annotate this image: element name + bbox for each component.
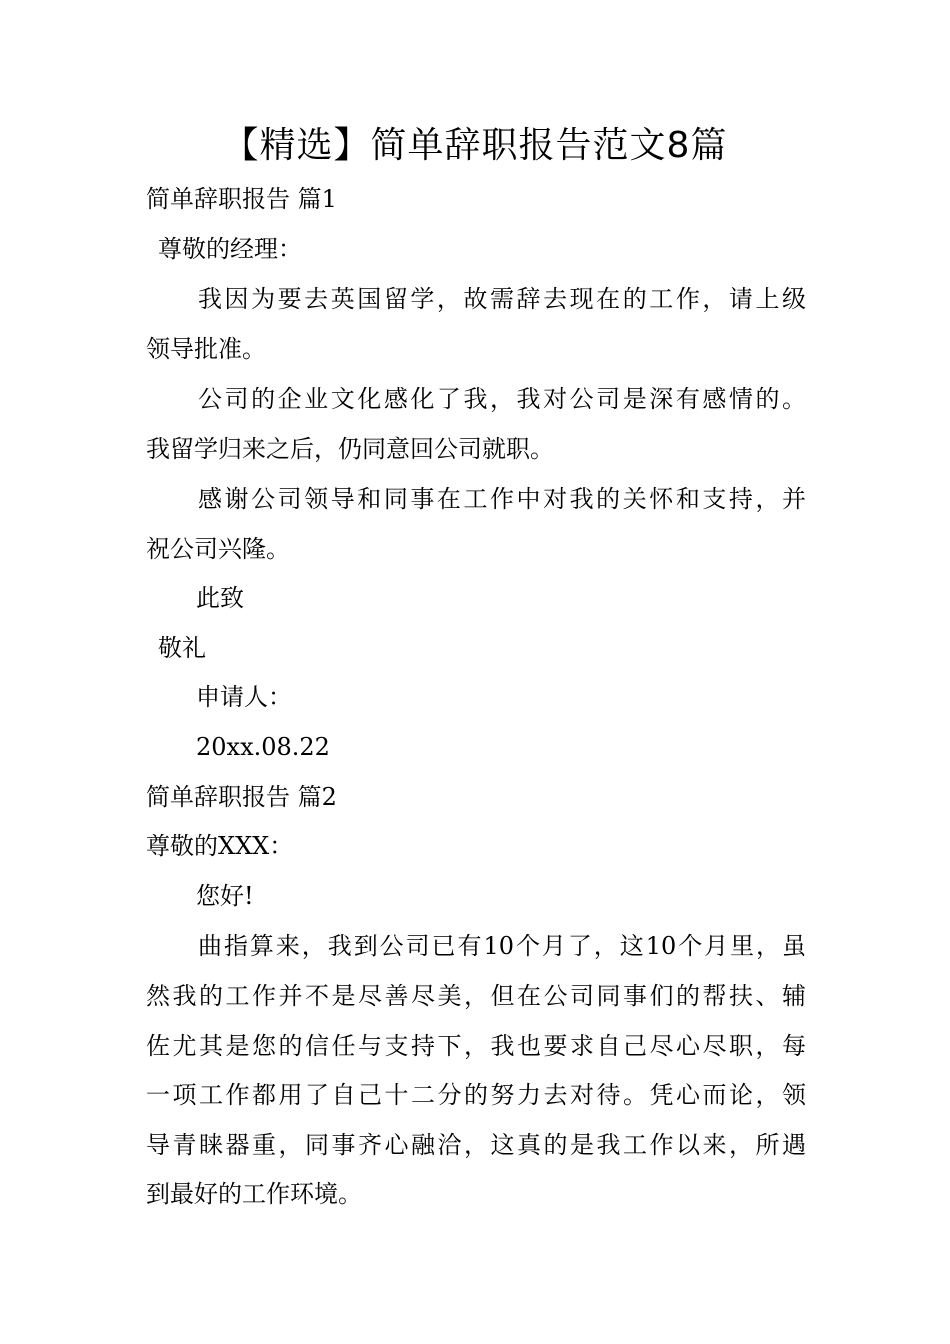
section-2-paragraph-1-line-4: 一项工作都用了自己十二分的努力去对待。凭心而论，领: [146, 1081, 806, 1109]
section-1-paragraph-1-line-2: 领导批准。: [146, 335, 266, 363]
section-2-paragraph-1-line-6: 到最好的工作环境。: [146, 1180, 362, 1208]
section-1-closing-1: 此致: [196, 584, 244, 612]
document-title: 【精选】简单辞职报告范文8篇: [222, 125, 728, 166]
section-2-paragraph-1-line-5: 导青睐器重，同事齐心融洽，这真的是我工作以来，所遇: [146, 1131, 806, 1159]
section-2-greeting: 您好!: [196, 882, 254, 910]
section-2-salutation: 尊敬的XXX：: [146, 832, 294, 860]
section-2-heading: 简单辞职报告 篇2: [146, 783, 337, 811]
section-2-paragraph-1-line-3: 佐尤其是您的信任与支持下，我也要求自己尽心尽职，每: [146, 1032, 806, 1060]
section-1-paragraph-3-line-2: 祝公司兴隆。: [146, 535, 290, 563]
section-1-paragraph-3-line-1: 感谢公司领导和同事在工作中对我的关怀和支持，并: [198, 485, 806, 513]
section-1-closing-2: 敬礼: [158, 634, 206, 662]
section-1-applicant: 申请人：: [196, 683, 292, 711]
section-2-paragraph-1-line-2: 然我的工作并不是尽善尽美，但在公司同事们的帮扶、辅: [146, 982, 806, 1010]
section-1-paragraph-2-line-2: 我留学归来之后，仍同意回公司就职。: [146, 435, 554, 463]
section-1-heading: 简单辞职报告 篇1: [146, 185, 337, 213]
section-1-paragraph-2-line-1: 公司的企业文化感化了我，我对公司是深有感情的。: [198, 385, 806, 413]
section-2-paragraph-1-line-1: 曲指算来，我到公司已有10个月了，这10个月里，虽: [198, 932, 806, 960]
section-1-salutation: 尊敬的经理：: [158, 235, 302, 263]
section-1-date: 20xx.08.22: [196, 733, 330, 761]
section-1-paragraph-1-line-1: 我因为要去英国留学，故需辞去现在的工作，请上级: [198, 285, 806, 313]
